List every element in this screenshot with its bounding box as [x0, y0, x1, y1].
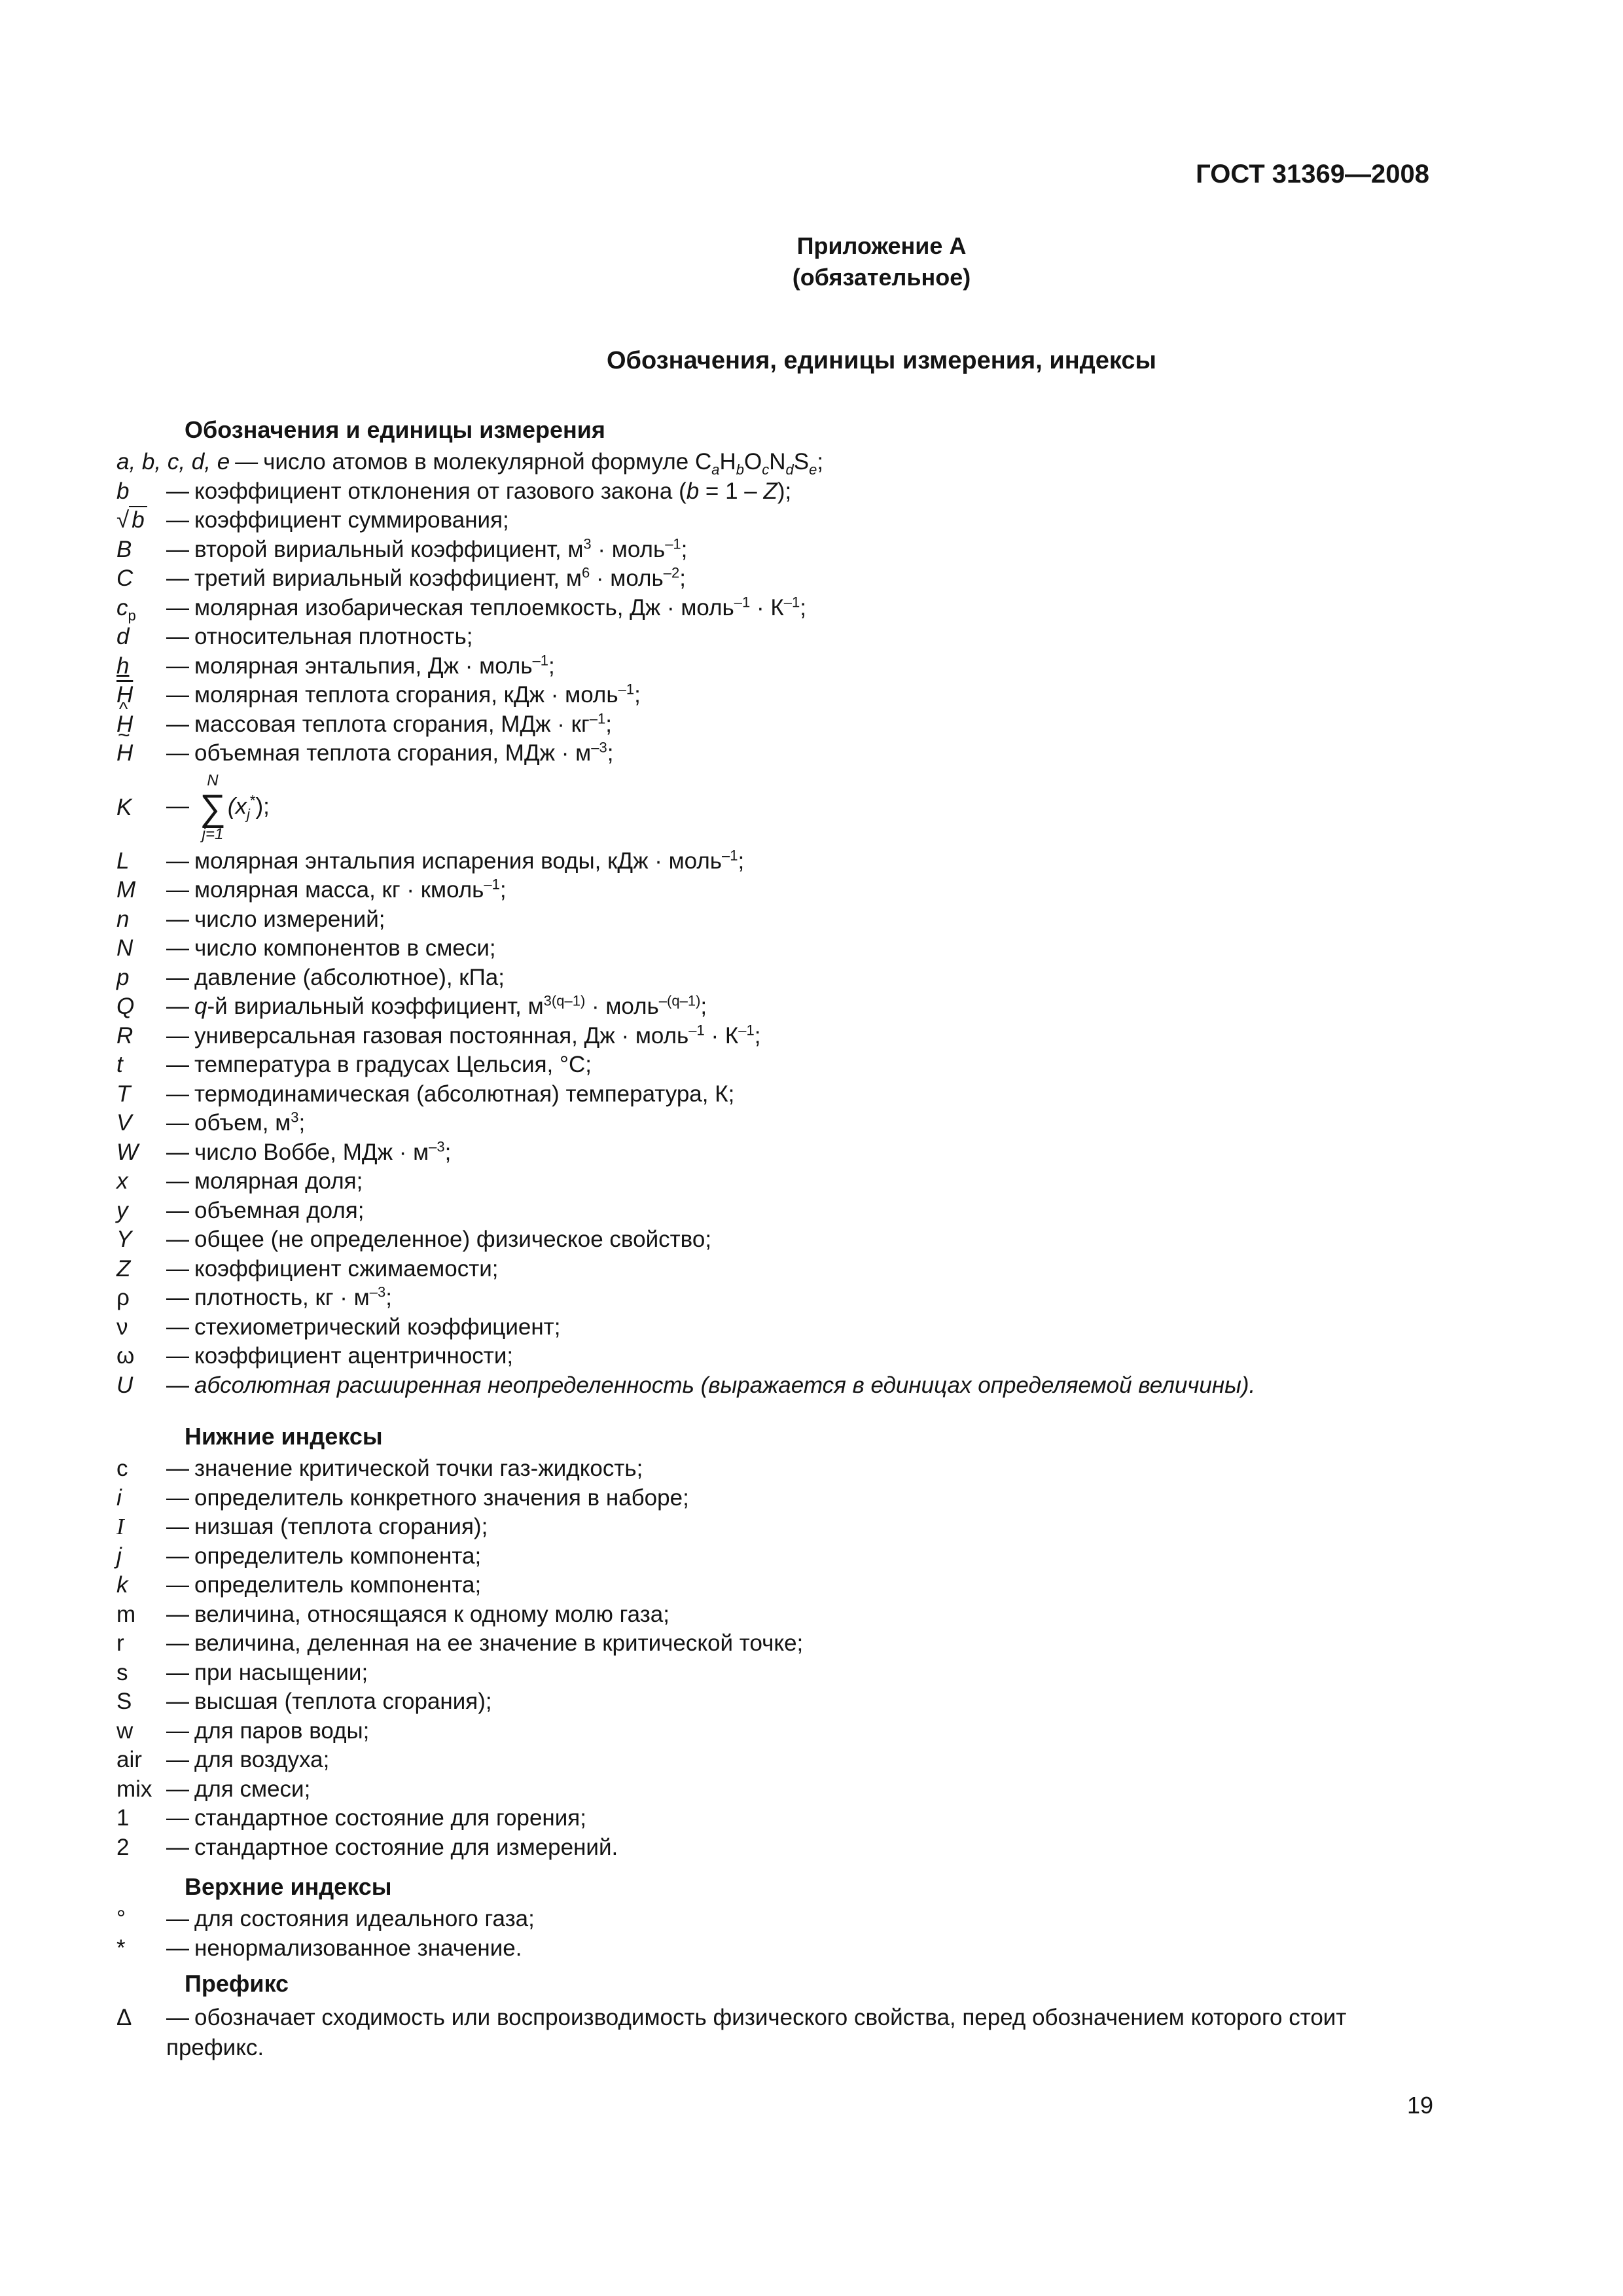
definition: — стехиометрический коэффициент;	[166, 1314, 561, 1340]
symbol: Y	[116, 1227, 132, 1252]
definition: — ненормализованное значение.	[166, 1935, 522, 1961]
symbol: y	[116, 1197, 128, 1223]
definition: — определитель конкретного значения в наборе;	[166, 1484, 689, 1511]
document-code: ГОСТ 31369—2008	[1196, 160, 1429, 188]
list-item	[116, 477, 1445, 507]
symbol: h	[116, 653, 130, 679]
definition: — коэффициент ацентричности;	[166, 1343, 514, 1369]
list-item	[116, 1109, 1445, 1138]
definition: — общее (не определенное) физическое свойство;	[166, 1227, 712, 1252]
list-item	[116, 1600, 1445, 1630]
list-item	[116, 1080, 1445, 1109]
symbol-degree: °	[116, 1906, 126, 1931]
section-heading-symbols: Обозначения и единицы измерения	[185, 416, 605, 443]
list-item	[116, 1283, 1445, 1313]
definition: — давление (абсолютное), кПа;	[166, 964, 505, 990]
list-item	[116, 594, 1445, 623]
definition: — для паров воды;	[166, 1717, 370, 1744]
list-item	[116, 1484, 1445, 1513]
symbol-sqrt-b: √ b	[116, 506, 166, 535]
symbol: Q	[116, 994, 135, 1019]
symbol-cp: $c_p$	[116, 594, 136, 624]
definition: — число атомов в молекулярной формуле $C_aH_bO_cN_dS_e$;	[235, 449, 824, 478]
list-item	[116, 1371, 1445, 1401]
annex-status: (обязательное)	[792, 264, 971, 291]
symbol: V	[116, 1110, 132, 1136]
sum-operator: N ∑ j=1	[200, 771, 226, 843]
list-item	[116, 1313, 1445, 1342]
list-item	[116, 1659, 1445, 1688]
symbol: B	[116, 536, 132, 562]
list-item	[116, 1225, 1445, 1255]
list-item	[116, 934, 1445, 963]
definition: — коэффициент отклонения от газового закона (b = 1 – Z);	[166, 478, 792, 504]
symbol: x	[116, 1168, 128, 1194]
section-heading-prefix: Префикс	[185, 1970, 289, 1997]
list-item	[116, 652, 1445, 681]
list-item	[116, 564, 1445, 594]
list-item	[116, 448, 1445, 477]
list-item	[116, 1513, 1445, 1542]
symbol-delta: Δ	[116, 2005, 132, 2030]
list-item	[116, 622, 1445, 652]
definition: — число Воббе, МДж · $м^{-3}$;	[166, 1138, 452, 1165]
prefix-list	[116, 2003, 1445, 2063]
list-item	[116, 1022, 1445, 1051]
main-title-text: Обозначения, единицы измерения, индексы	[606, 347, 1157, 374]
list-item	[116, 1255, 1445, 1284]
definition: — для смеси;	[166, 1776, 311, 1802]
definition: — массовая теплота сгорания, МДж · $кг^{-1}$;	[166, 709, 612, 737]
definition: — для воздуха;	[166, 1747, 330, 1772]
list-item	[116, 847, 1445, 876]
definition: — молярная теплота сгорания, кДж · моль$^{-1}$;	[166, 681, 641, 708]
definition-sum: — N ∑ j=1 $(x_j^*)$;	[166, 771, 270, 843]
definition: — значение критической точки газ-жидкость;	[166, 1456, 643, 1481]
symbol: c	[116, 1456, 128, 1481]
definition: — относительная плотность;	[166, 624, 473, 649]
symbol: L	[116, 848, 130, 874]
symbol: ρ	[116, 1285, 130, 1310]
definition: — температура в градусах Цельсия, °С;	[166, 1052, 592, 1077]
list-item	[116, 1342, 1445, 1371]
list-item	[116, 1717, 1445, 1746]
definition: — второй вириальный коэффициент, $м^3$ · моль$^{-1}$;	[166, 535, 688, 562]
symbol: p	[116, 964, 130, 990]
symbol: mix	[116, 1776, 152, 1802]
symbol: N	[116, 935, 134, 961]
main-title	[0, 347, 1623, 375]
symbol: Z	[116, 1255, 131, 1282]
definition: — низшая (теплота сгорания);	[166, 1514, 488, 1539]
symbol: 2	[116, 1834, 130, 1860]
section-heading-lower: Нижние индексы	[185, 1423, 383, 1450]
list-item	[116, 1833, 1445, 1863]
symbol: b	[116, 478, 130, 504]
definition: — объемная теплота сгорания, МДж · $м^{-3}$;	[166, 739, 614, 766]
lower-index-list	[116, 1454, 1445, 1862]
definition: — число измерений;	[166, 906, 385, 932]
symbol: k	[116, 1572, 128, 1598]
definition: — объемная доля;	[166, 1197, 365, 1223]
symbol: K	[116, 794, 132, 820]
definition: — число компонентов в смеси;	[166, 935, 496, 961]
list-item	[116, 876, 1445, 905]
definition: — стандартное состояние для измерений.	[166, 1834, 618, 1860]
definition: — стандартное состояние для горения;	[166, 1805, 586, 1831]
list-item	[116, 1454, 1445, 1484]
symbol: I	[116, 1514, 124, 1539]
definition: — молярная изобарическая теплоемкость, Дж · моль$^{-1}$ · $К^{-1}$;	[166, 593, 806, 620]
list-item	[116, 1934, 1445, 1964]
definition: — коэффициент суммирования;	[166, 507, 509, 533]
page-number: 19	[1406, 2092, 1433, 2119]
list-item	[116, 1804, 1445, 1833]
list-item	[116, 1196, 1445, 1226]
definition: — молярная масса, кг · кмоль$^{-1}$;	[166, 876, 507, 903]
definition: — при насыщении;	[166, 1659, 368, 1685]
definition: — высшая (теплота сгорания);	[166, 1689, 492, 1714]
symbol: S	[116, 1689, 132, 1714]
list-item	[116, 1138, 1445, 1168]
symbol: air	[116, 1747, 142, 1772]
symbol: n	[116, 906, 130, 932]
list-item	[116, 506, 1445, 535]
symbol: T	[116, 1081, 131, 1107]
list-item	[116, 963, 1445, 993]
definition: — термодинамическая (абсолютная) температура, К;	[166, 1081, 735, 1107]
definition: — определитель компонента;	[166, 1543, 482, 1569]
list-item	[116, 739, 1445, 768]
list-item	[116, 1542, 1445, 1571]
symbol: m	[116, 1601, 136, 1627]
section-heading-upper: Верхние индексы	[185, 1873, 392, 1900]
definition: — объем, $м^3$;	[166, 1109, 306, 1136]
symbol: C	[116, 565, 134, 591]
symbol: s	[116, 1659, 128, 1685]
symbol: 1	[116, 1805, 130, 1831]
definition: — для состояния идеального газа;	[166, 1906, 535, 1931]
definition: — величина, относящаяся к одному молю газа;	[166, 1601, 669, 1627]
definition: — молярная доля;	[166, 1168, 363, 1194]
definition: — плотность, кг · $м^{-3}$;	[166, 1283, 392, 1310]
list-item	[116, 1775, 1445, 1804]
list-item	[116, 1687, 1445, 1717]
symbol-asterisk: *	[116, 1935, 126, 1961]
list-item	[116, 1167, 1445, 1196]
symbol: r	[116, 1630, 124, 1656]
symbol-h-hat: ^ H	[116, 710, 166, 740]
annex-block	[0, 230, 1623, 293]
symbol: ν	[116, 1314, 128, 1340]
list-item	[116, 1746, 1445, 1775]
symbol-h-bar: $\overline{H}$	[116, 682, 134, 708]
symbol: d	[116, 624, 130, 649]
list-item	[116, 2003, 1445, 2063]
symbol: i	[116, 1484, 122, 1511]
symbol: w	[116, 1717, 134, 1744]
definition: — третий вириальный коэффициент, $м^6$ · моль$^{-2}$;	[166, 564, 686, 591]
list-item	[116, 1629, 1445, 1659]
definition: — q-й вириальный коэффициент, $м^{3(q-1)}$ · моль$^{-(q-1)}$;	[166, 992, 707, 1019]
symbol: ω	[116, 1343, 135, 1369]
list-item	[116, 1905, 1445, 1934]
symbol: W	[116, 1139, 139, 1165]
upper-index-list	[116, 1905, 1445, 1963]
annex-title: Приложение А	[796, 232, 967, 259]
symbol: M	[116, 877, 136, 903]
definition: — определитель компонента;	[166, 1572, 482, 1598]
definition: — коэффициент сжимаемости;	[166, 1255, 499, 1282]
definition: — молярная энтальпия, Дж · моль$^{-1}$;	[166, 651, 555, 679]
definition: — величина, деленная на ее значение в критической точке;	[166, 1630, 804, 1656]
definition: — молярная энтальпия испарения воды, кДж · моль$^{-1}$;	[166, 846, 745, 874]
symbol: j	[116, 1543, 122, 1569]
symbol: a, b, c, d, e	[116, 449, 230, 475]
list-item	[116, 681, 1445, 710]
list-item	[116, 905, 1445, 935]
list-item	[116, 768, 1445, 847]
symbols-list	[116, 448, 1445, 1400]
list-item	[116, 535, 1445, 565]
definition: — универсальная газовая постоянная, Дж · моль$^{-1}$ · $К^{-1}$;	[166, 1021, 761, 1049]
symbol: t	[116, 1052, 123, 1077]
symbol: R	[116, 1022, 134, 1049]
list-item	[116, 992, 1445, 1022]
definition: — обозначает сходимость или воспроизводимость физического свойства, перед обозначением которого стоит префикс.	[166, 2005, 1347, 2060]
list-item	[116, 1571, 1445, 1600]
definition: — абсолютная расширенная неопределенность (выражается в единицах определяемой величины).	[166, 1372, 1256, 1398]
symbol: U	[116, 1372, 134, 1398]
list-item	[116, 710, 1445, 740]
list-item	[116, 1050, 1445, 1080]
symbol-h-tilde: ~ H	[116, 739, 166, 768]
